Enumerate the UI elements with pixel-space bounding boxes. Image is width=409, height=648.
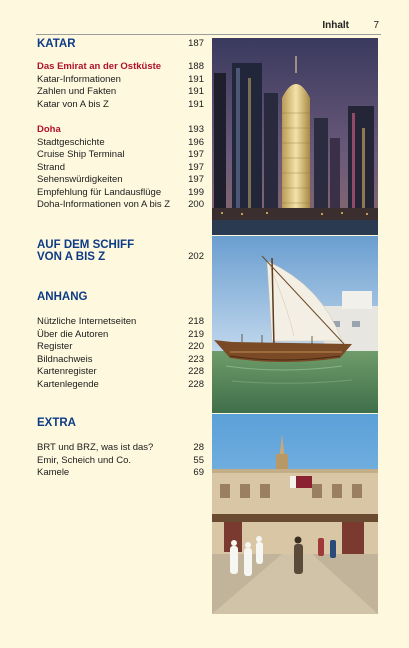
toc-entry[interactable] xyxy=(37,174,204,187)
toc-entry-page: 228 xyxy=(188,378,204,390)
toc-entry-label: Cruise Ship Terminal xyxy=(37,149,125,160)
toc-entry[interactable] xyxy=(37,316,204,329)
toc-entry-page: 223 xyxy=(188,353,204,365)
souq-street-photo xyxy=(212,414,378,614)
toc-entry-label: Katar-Informationen xyxy=(37,73,121,85)
section-anhang-heading xyxy=(37,291,204,303)
toc-entry[interactable] xyxy=(37,162,204,175)
toc-entry[interactable] xyxy=(37,99,204,112)
toc-entry[interactable] xyxy=(37,354,204,367)
toc-entry[interactable] xyxy=(37,455,204,468)
toc-entry-page: 200 xyxy=(188,199,204,210)
toc-entry-label: Zahlen und Fakten xyxy=(37,86,117,97)
toc-entry-label: BRT und BRZ, was ist das? xyxy=(37,442,154,453)
toc-entry[interactable] xyxy=(37,74,204,87)
running-header-title: Inhalt xyxy=(322,20,349,31)
toc-entry-label: Doha xyxy=(37,124,61,135)
toc-entry-page: 28 xyxy=(193,442,204,453)
toc-entry[interactable] xyxy=(37,187,204,200)
toc-entry[interactable] xyxy=(37,366,204,379)
toc-entry[interactable] xyxy=(37,442,204,455)
toc-entry-page: 55 xyxy=(193,454,204,466)
section-extra xyxy=(37,417,204,480)
toc-entry-label: Sehenswürdigkeiten xyxy=(37,174,123,185)
toc-entry-page: 196 xyxy=(188,136,204,148)
page-number: 7 xyxy=(373,20,379,31)
section-katar xyxy=(37,38,204,212)
toc-entry-page: 188 xyxy=(188,61,204,72)
section-title-line: VON A BIS Z xyxy=(37,251,106,263)
toc-entry-page: 191 xyxy=(188,86,204,97)
toc-entry-page: 228 xyxy=(188,366,204,377)
toc-entry-label: Nützliche Internetseiten xyxy=(37,316,137,327)
toc-entry-page: 69 xyxy=(193,467,204,478)
toc-entry[interactable] xyxy=(37,379,204,392)
toc-entry[interactable] xyxy=(37,137,204,150)
header-rule xyxy=(36,34,381,35)
toc-entry-page: 199 xyxy=(188,186,204,198)
toc-entry-page: 197 xyxy=(188,174,204,185)
toc-entry[interactable] xyxy=(37,329,204,342)
section-schiff-heading[interactable] xyxy=(37,239,204,263)
toc-entry-label: Kartenlegende xyxy=(37,378,99,390)
section-anhang xyxy=(37,291,204,391)
toc-entry[interactable] xyxy=(37,199,204,212)
toc-entry[interactable] xyxy=(37,341,204,354)
section-page: 202 xyxy=(188,251,204,262)
toc-entry-page: 191 xyxy=(188,98,204,110)
toc-entry-label: Kartenregister xyxy=(37,366,97,377)
toc-entry-page: 197 xyxy=(188,149,204,160)
section-katar-heading[interactable] xyxy=(37,38,204,50)
section-title-line: AUF DEM SCHIFF xyxy=(37,239,135,251)
toc-entry-label: Doha-Informationen von A bis Z xyxy=(37,199,171,210)
toc-entry-label: Kamele xyxy=(37,467,70,478)
section-title: KATAR xyxy=(37,38,76,50)
toc-entry[interactable] xyxy=(37,149,204,162)
toc-entry-doha[interactable] xyxy=(37,124,204,137)
toc-entry[interactable] xyxy=(37,86,204,99)
toc-entry-label: Bildnachweis xyxy=(37,353,93,365)
toc-entry-page: 218 xyxy=(188,316,204,327)
toc-entry-page: 197 xyxy=(188,161,204,173)
toc-entry-page: 193 xyxy=(188,124,204,135)
toc-entry-page: 220 xyxy=(188,341,204,352)
doha-skyline-photo xyxy=(212,38,378,235)
toc-entry-label: Katar von A bis Z xyxy=(37,98,109,110)
section-schiff xyxy=(37,239,204,263)
toc-entry-label: Strand xyxy=(37,161,65,173)
dhow-boat-photo xyxy=(212,236,378,413)
toc-entry-emirat[interactable] xyxy=(37,61,204,74)
toc-entry-label: Das Emirat an der Ostküste xyxy=(37,61,162,72)
toc-entry-label: Über die Autoren xyxy=(37,328,109,340)
section-title: EXTRA xyxy=(37,417,76,429)
toc-entry-page: 191 xyxy=(188,73,204,85)
section-title: ANHANG xyxy=(37,291,88,303)
toc-entry-label: Emir, Scheich und Co. xyxy=(37,454,131,466)
toc-entry-label: Empfehlung für Landausflüge xyxy=(37,186,162,198)
toc-entry[interactable] xyxy=(37,467,204,480)
toc-entry-page: 219 xyxy=(188,328,204,340)
section-page: 187 xyxy=(188,38,204,49)
section-extra-heading xyxy=(37,417,204,429)
section-title xyxy=(37,239,134,263)
toc-entry-label: Stadtgeschichte xyxy=(37,136,105,148)
toc-entry-label: Register xyxy=(37,341,73,352)
